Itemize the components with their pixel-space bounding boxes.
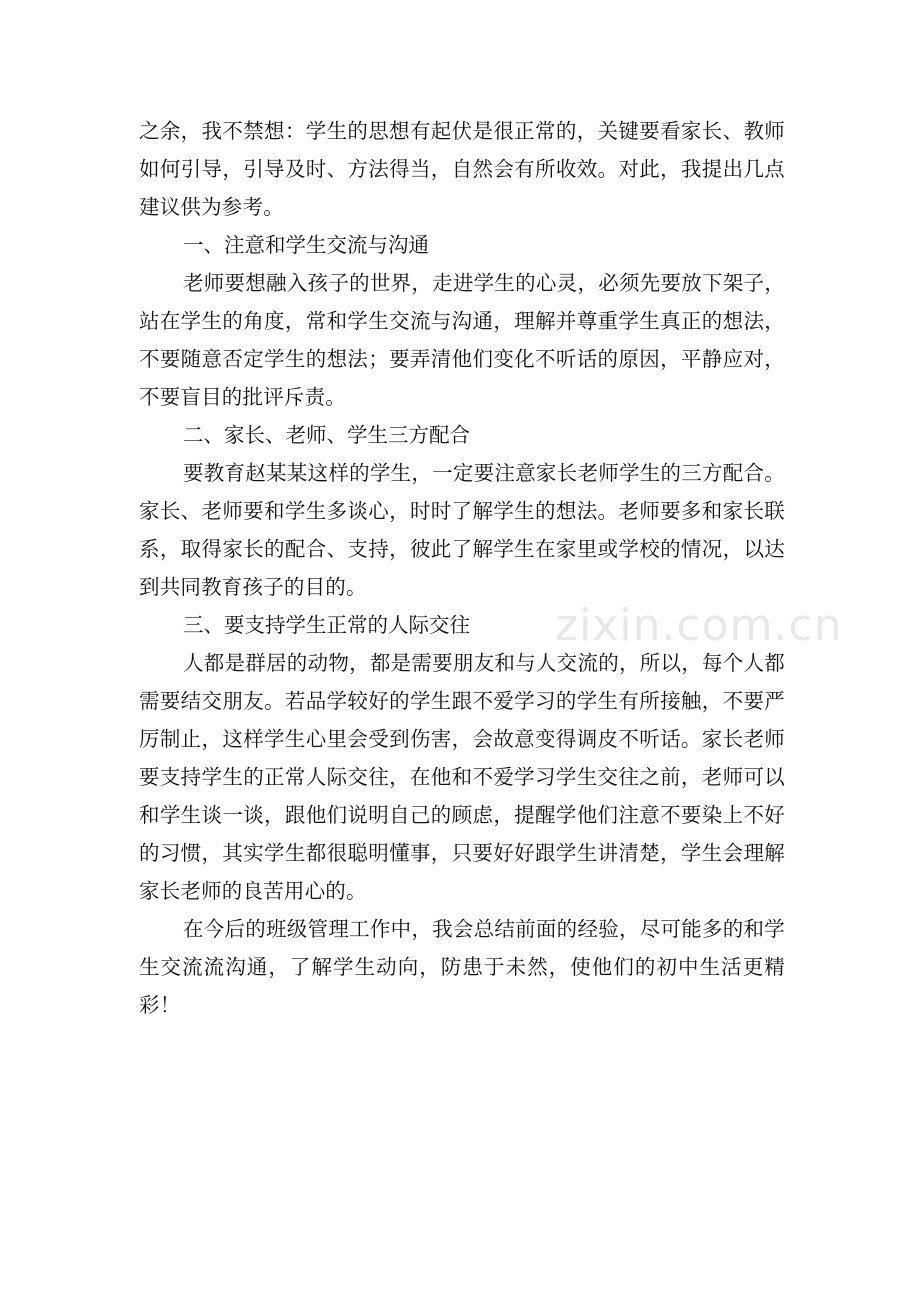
section-heading-2: 二、家长、老师、学生三方配合 bbox=[183, 423, 470, 447]
section-heading-3: 三、要支持学生正常的人际交往 bbox=[183, 613, 470, 637]
paragraph-section-3: 人都是群居的动物，都是需要朋友和与人交流的，所以，每个人都需要结交朋友。若品学较好的学生跟不爱学习的学生有所接触，不要严厉制止，这样学生心里会受到伤害，会故意变得调皮不听话。家长老师要支持学生的正常人际交往，在他和不爱学习学生交往之前，老师可以和学生谈一谈，跟他们说明自己的顾虑，提醒学他们注意不要染上不好的习惯，其实学生都很聪明懂事，只要好好跟学生讲清楚，学生会理解家长老师的良苦用心的。 bbox=[139, 651, 785, 903]
paragraph-section-1: 老师要想融入孩子的世界，走进学生的心灵，必须先要放下架子，站在学生的角度，常和学生交流与沟通，理解并尊重学生真正的想法，不要随意否定学生的想法；要弄清他们变化不听话的原因，平静应对，不要盲目的批评斥责。 bbox=[139, 271, 785, 409]
section-heading-1: 一、注意和学生交流与沟通 bbox=[183, 233, 429, 257]
paragraph-intro-continuation: 之余，我不禁想：学生的思想有起伏是很正常的，关键要看家长、教师如何引导，引导及时、方法得当，自然会有所收效。对此，我提出几点建议供为参考。 bbox=[139, 119, 785, 219]
paragraph-conclusion: 在今后的班级管理工作中，我会总结前面的经验，尽可能多的和学生交流流沟通，了解学生动向，防患于未然，使他们的初中生活更精彩！ bbox=[139, 917, 785, 1017]
paragraph-section-2: 要教育赵某某这样的学生，一定要注意家长老师学生的三方配合。家长、老师要和学生多谈心，时时了解学生的想法。老师要多和家长联系，取得家长的配合、支持，彼此了解学生在家里或学校的情况，以达到共同教育孩子的目的。 bbox=[139, 461, 785, 599]
document-body bbox=[139, 112, 785, 1024]
watermark: zixin.com.cn bbox=[555, 600, 843, 651]
